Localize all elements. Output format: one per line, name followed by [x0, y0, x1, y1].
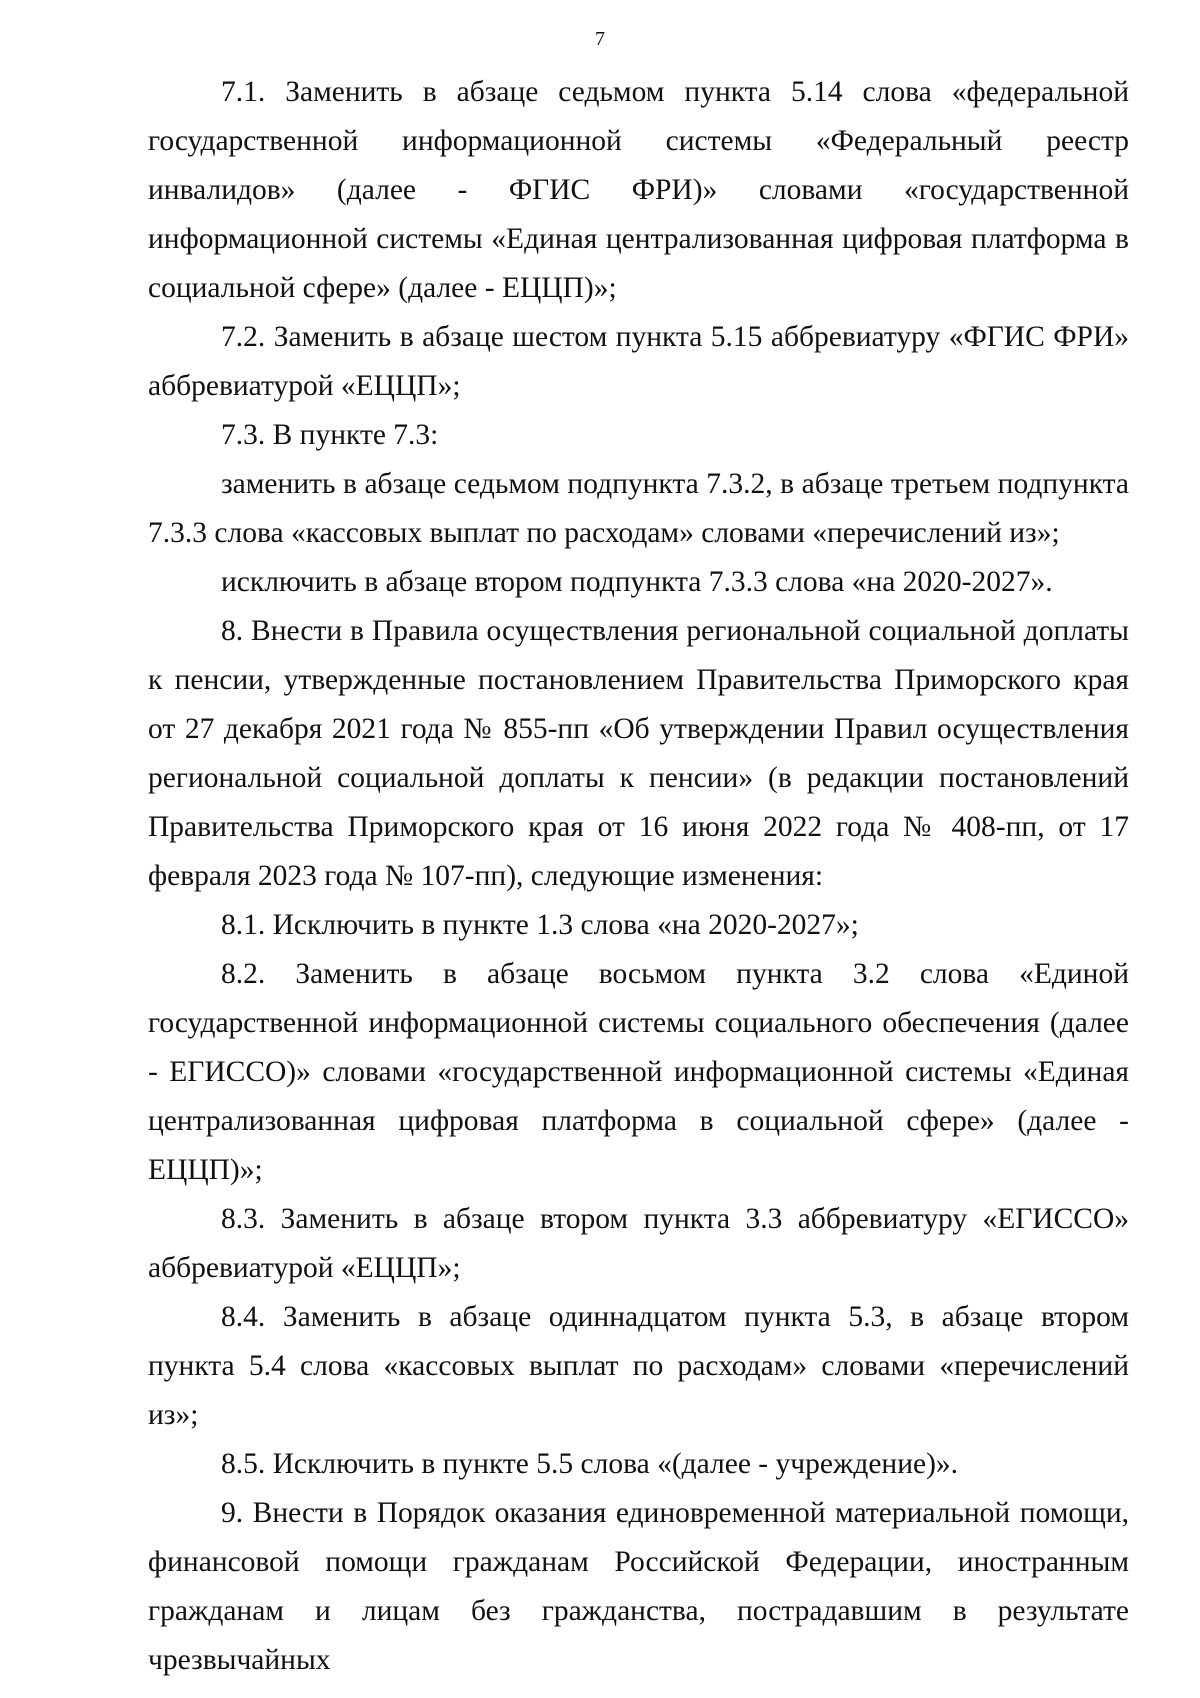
page-number: 7: [595, 28, 605, 50]
paragraph-8-5: 8.5. Исключить в пункте 5.5 слова «(далее - учреждение)».: [221, 1448, 959, 1480]
paragraph-7-1: 7.1. Заменить в абзаце седьмом пункта 5.14 слова «федеральной государственной информационной системы «Федеральный реестр инвалидов» (далее - ФГИС ФРИ)» словами «государственной информационной системы «Единая централизованная цифровая платформа в социальной сфере» (далее - ЕЦЦП)»;: [148, 76, 1129, 304]
paragraph-7-3-exclude: исключить в абзаце втором подпункта 7.3.3 слова «на 2020-2027».: [221, 566, 1053, 598]
paragraph-7-3-replace: заменить в абзаце седьмом подпункта 7.3.2, в абзаце третьем подпункта 7.3.3 слова «кассовых выплат по расходам» словами «перечислений из»;: [148, 468, 1129, 549]
paragraph-7-2: 7.2. Заменить в абзаце шестом пункта 5.15 аббревиатуру «ФГИС ФРИ» аббревиатурой «ЕЦЦП»;: [148, 321, 1129, 402]
paragraph-7-3: 7.3. В пункте 7.3:: [221, 419, 439, 451]
paragraph-9: 9. Внести в Порядок оказания единовременной материальной помощи, финансовой помощи гражданам Российской Федерации, иностранным гражданам и лицам без гражданства, пострадавшим в результате чрезвычайных: [148, 1497, 1129, 1676]
paragraph-8: 8. Внести в Правила осуществления региональной социальной доплаты к пенсии, утвержденные постановлением Правительства Приморского края от 27 декабря 2021 года № 855-пп «Об утверждении Правил осуществления региональной социальной доплаты к пенсии» (в редакции постановлений Правительства Приморского края от 16 июня 2022 года № 408-пп, от 17 февраля 2023 года № 107-пп), следующие изменения:: [148, 615, 1129, 892]
paragraph-8-3: 8.3. Заменить в абзаце втором пункта 3.3 аббревиатуру «ЕГИССО» аббревиатурой «ЕЦЦП»;: [148, 1203, 1129, 1284]
paragraph-8-4: 8.4. Заменить в абзаце одиннадцатом пункта 5.3, в абзаце втором пункта 5.4 слова «кассовых выплат по расходам» словами «перечислений из»;: [148, 1301, 1129, 1431]
paragraph-8-2: 8.2. Заменить в абзаце восьмом пункта 3.2 слова «Единой государственной информационной системы социального обеспечения (далее - ЕГИССО)» словами «государственной информационной системы «Единая централизованная цифровая платформа в социальной сфере» (далее - ЕЦЦП)»;: [148, 958, 1129, 1186]
document-body: [148, 68, 1129, 1685]
paragraph-8-1: 8.1. Исключить в пункте 1.3 слова «на 2020-2027»;: [221, 909, 859, 941]
